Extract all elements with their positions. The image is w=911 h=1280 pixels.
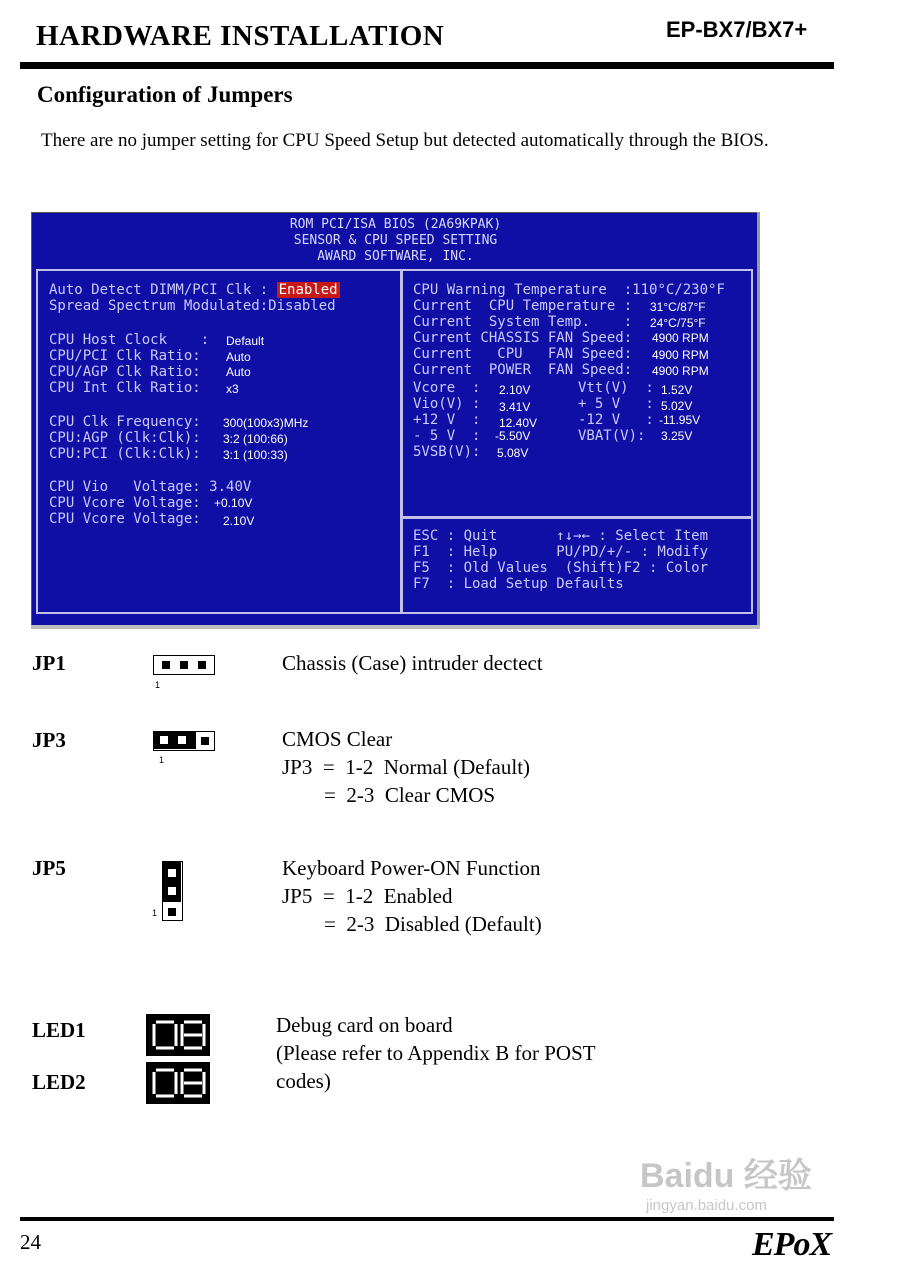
cpu-temp-label: Current CPU Temperature :	[413, 298, 633, 314]
jp5-jumper-icon	[162, 861, 183, 921]
system-temp-label: Current System Temp. :	[413, 314, 633, 330]
page-number: 24	[20, 1230, 41, 1254]
warning-temp-value[interactable]: 110°C/230°F	[632, 282, 725, 298]
cpu-int-ratio-label: CPU Int Clk Ratio:	[49, 380, 201, 396]
cpu-int-ratio-value[interactable]: x3	[226, 382, 239, 396]
vbat-value: 3.25V	[661, 429, 693, 443]
vio-voltage-value[interactable]: 3.40V	[209, 479, 252, 495]
cpu-fan-label: Current CPU FAN Speed:	[413, 346, 633, 362]
cpu-pci-ratio-label: CPU/PCI Clk Ratio:	[49, 348, 201, 364]
vio-label: Vio(V) :	[413, 396, 481, 412]
plus5-label: + 5 V :	[578, 396, 654, 412]
led1-label: LED1	[32, 1018, 86, 1042]
baidu-watermark	[640, 1148, 812, 1214]
clk-frequency-label: CPU Clk Frequency:	[49, 414, 201, 430]
vsb-label: 5VSB(V):	[413, 444, 481, 460]
vcore-voltage-value-1[interactable]: +0.10V	[214, 496, 253, 510]
bios-shadow-bottom	[31, 625, 760, 629]
cpu-agp-ratio-label: CPU/AGP Clk Ratio:	[49, 364, 201, 380]
plus12-label: +12 V :	[413, 412, 481, 428]
spread-spectrum-row: Spread Spectrum Modulated:Disabled	[49, 298, 336, 314]
jp5-line-1: Keyboard Power-ON Function	[282, 856, 541, 880]
header-rule	[20, 62, 834, 69]
intro-paragraph: There are no jumper setting for CPU Speed Setup but detected automatically through the BIOS.	[41, 130, 769, 151]
minus5-value: -5.50V	[495, 429, 531, 443]
jp3-label: JP3	[32, 728, 66, 752]
watermark-brand: Baidu 经验	[640, 1157, 812, 1195]
jp1-description: Chassis (Case) intruder dectect	[282, 651, 543, 675]
watermark-url: jingyan.baidu.com	[646, 1197, 767, 1214]
bios-title-1: ROM PCI/ISA BIOS (2A69KPAK)	[289, 217, 502, 232]
auto-detect-row: Auto Detect DIMM/PCI Clk : Enabled	[49, 282, 338, 298]
warning-temp-row: CPU Warning Temperature :110°C/230°F	[413, 282, 725, 298]
vbat-label: VBAT(V):	[578, 428, 646, 444]
bios-title-2: SENSOR & CPU SPEED SETTING	[293, 233, 498, 248]
vcore-voltage-label-1: CPU Vcore Voltage:	[49, 495, 201, 511]
cpu-agp-clk-label: CPU:AGP (Clk:Clk):	[49, 430, 201, 446]
bios-screen	[31, 212, 760, 628]
vtt-label: Vtt(V) :	[578, 380, 654, 396]
bios-shadow-right	[757, 212, 760, 628]
minus12-value: -11.95V	[659, 413, 701, 427]
bios-title-3: AWARD SOFTWARE, INC.	[317, 249, 474, 264]
led2-label: LED2	[32, 1070, 86, 1094]
jp5-line-3: = 2-3 Disabled (Default)	[282, 912, 542, 936]
cpu-fan-value: 4900 RPM	[652, 348, 709, 362]
jp5-line-2: JP5 = 1-2 Enabled	[282, 884, 453, 908]
jp5-pin1-label: 1	[152, 908, 158, 918]
footer-rule	[20, 1217, 834, 1221]
plus12-value: 12.40V	[499, 416, 538, 430]
auto-detect-value[interactable]: Enabled	[278, 282, 338, 298]
host-clock-value[interactable]: Default	[226, 334, 265, 348]
jp3-line-1: CMOS Clear	[282, 727, 393, 751]
vtt-value: 1.52V	[661, 383, 693, 397]
spread-spectrum-value[interactable]: Disabled	[268, 298, 336, 314]
help-line-esc: ESC : Quit ↑↓→← : Select Item	[413, 528, 709, 544]
host-clock-label: CPU Host Clock :	[49, 332, 210, 348]
model-name: EP-BX7/BX7+	[666, 17, 808, 42]
cpu-pci-ratio-value[interactable]: Auto	[226, 350, 251, 364]
help-line-f5: F5 : Old Values (Shift)F2 : Color	[413, 560, 709, 576]
led-line-2: (Please refer to Appendix B for POST	[276, 1041, 596, 1065]
chassis-fan-label: Current CHASSIS FAN Speed:	[413, 330, 633, 346]
chapter-title: HARDWARE INSTALLATION	[36, 20, 445, 52]
led-line-1: Debug card on board	[276, 1013, 453, 1037]
cpu-temp-value: 31°C/87°F	[650, 300, 706, 314]
jp3-jumper-icon	[153, 731, 215, 751]
cpu-pci-clk-label: CPU:PCI (Clk:Clk):	[49, 446, 201, 462]
jp3-line-2: JP3 = 1-2 Normal (Default)	[282, 755, 531, 779]
jp1-label: JP1	[32, 651, 66, 675]
help-line-f1: F1 : Help PU/PD/+/- : Modify	[413, 544, 709, 560]
jp3-line-3: = 2-3 Clear CMOS	[282, 783, 496, 807]
cpu-pci-clk-value: 3:1 (100:33)	[223, 448, 288, 462]
led-line-3: codes)	[276, 1069, 331, 1093]
vcore-voltage-value-2: 2.10V	[223, 514, 255, 528]
vio-voltage-row: CPU Vio Voltage: 3.40V	[49, 479, 252, 495]
jp1-jumper-icon	[153, 655, 215, 675]
vcore-voltage-label-2: CPU Vcore Voltage:	[49, 511, 201, 527]
led1-seven-segment-icon	[146, 1014, 210, 1056]
jp3-pin1-label: 1	[159, 755, 165, 765]
cpu-agp-ratio-value[interactable]: Auto	[226, 365, 251, 379]
minus12-label: -12 V :	[578, 412, 654, 428]
jp1-pin1-label: 1	[155, 680, 161, 690]
clk-frequency-value: 300(100x3)MHz	[223, 416, 309, 430]
chassis-fan-value: 4900 RPM	[652, 331, 709, 345]
cpu-agp-clk-value: 3:2 (100:66)	[223, 432, 288, 446]
vsb-value: 5.08V	[497, 446, 529, 460]
vio-value: 3.41V	[499, 400, 531, 414]
power-fan-value: 4900 RPM	[652, 364, 709, 378]
section-title: Configuration of Jumpers	[37, 82, 293, 107]
minus5-label: - 5 V :	[413, 428, 481, 444]
system-temp-value: 24°C/75°F	[650, 316, 706, 330]
power-fan-label: Current POWER FAN Speed:	[413, 362, 633, 378]
vcore-label: Vcore :	[413, 380, 481, 396]
epox-logo: EPoX	[752, 1226, 832, 1263]
jp5-label: JP5	[32, 856, 66, 880]
plus5-value: 5.02V	[661, 399, 693, 413]
help-line-f7: F7 : Load Setup Defaults	[413, 576, 624, 592]
led2-seven-segment-icon	[146, 1062, 210, 1104]
vcore-value: 2.10V	[499, 383, 531, 397]
